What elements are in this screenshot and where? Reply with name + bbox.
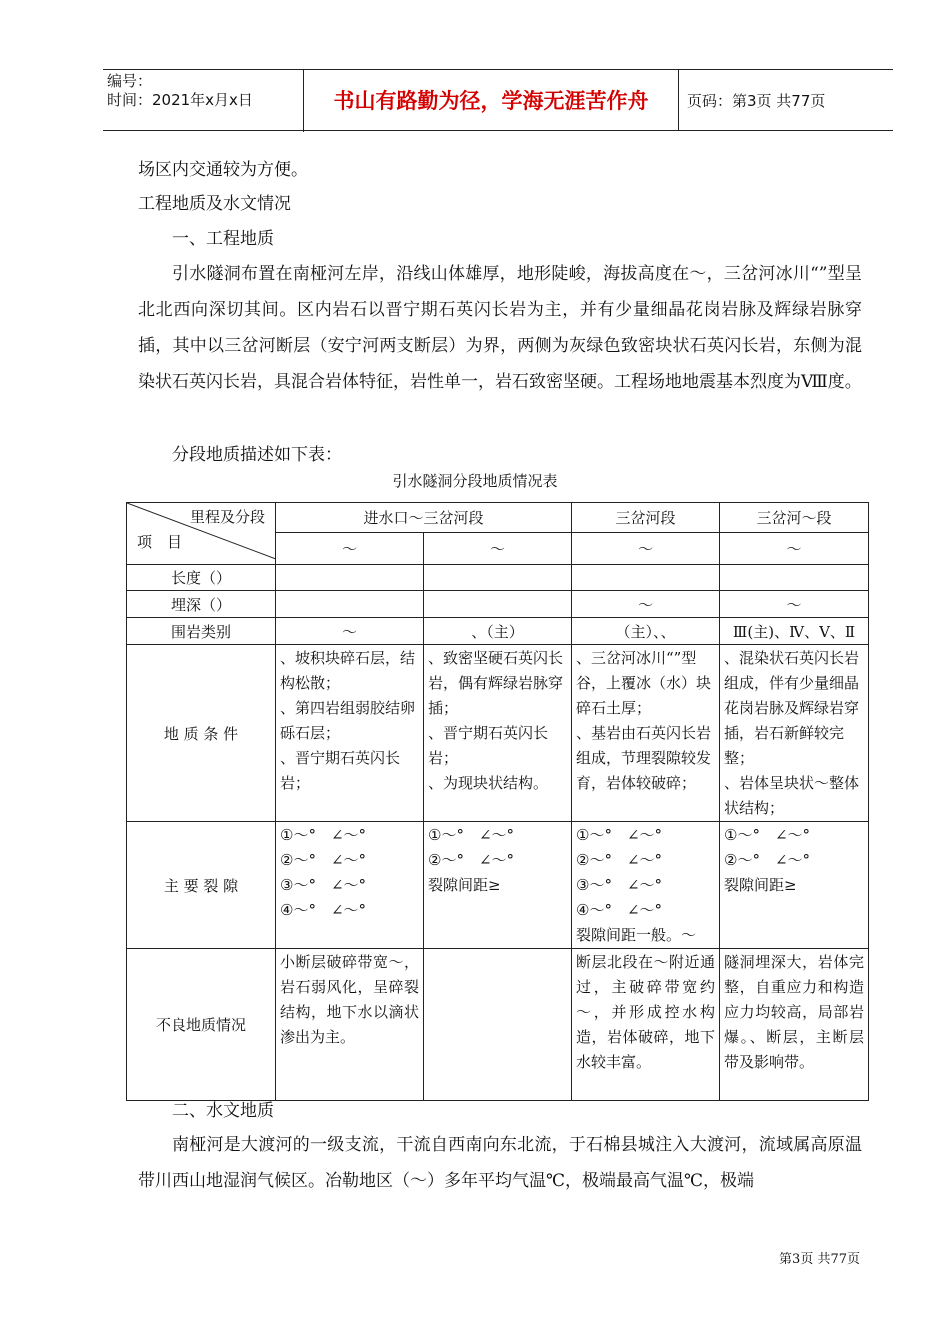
page-footer: 第3页 共77页 xyxy=(779,1252,860,1267)
header-meta xyxy=(103,70,304,132)
table-cell xyxy=(276,591,424,618)
bad-geology-cell: 小断层破碎带宽～，岩石弱风化，呈碎裂结构，地下水以滴状渗出为主。 xyxy=(276,949,424,1101)
rock-class-cell: 、（主） xyxy=(424,618,572,645)
header-motto: 书山有路勤为径，学海无涯苦作舟 xyxy=(304,70,679,130)
subheading-engineering-geology: 一、工程地质 xyxy=(172,229,274,249)
joint-cell: ①～° ∠～° ②～° ∠～° 裂隙间距≥ xyxy=(720,822,869,949)
joint-cell: ①～° ∠～° ②～° ∠～° ③～° ∠～° ④～° ∠～° 裂隙间距一般。～ xyxy=(572,822,720,949)
row-label-depth: 埋深（） xyxy=(127,591,276,618)
segment-range: ～ xyxy=(424,533,572,565)
subheading-hydrogeology: 二、水文地质 xyxy=(172,1101,274,1121)
row-label-bad-geology: 不良地质情况 xyxy=(127,949,276,1101)
bad-geology-cell: 隧洞埋深大，岩体完整，自重应力和构造应力均较高，局部岩爆。、断层，主断层带及影响带。 xyxy=(720,949,869,1101)
page-header xyxy=(103,69,893,131)
geology-cell: 、坡积块碎石层，结构松散； 、第四岩组弱胶结卵砾石层； 、晋宁期石英闪长岩； xyxy=(276,645,424,822)
joint-cell: ①～° ∠～° ②～° ∠～° 裂隙间距≥ xyxy=(424,822,572,949)
table-cell xyxy=(276,565,424,591)
row-label-geology: 地 质 条 件 xyxy=(127,645,276,822)
paragraph-geology: 引水隧洞布置在南桠河左岸，沿线山体雄厚，地形陡峻，海拔高度在～，三岔河冰川“”型呈北北西向深切其间。区内岩石以晋宁期石英闪长岩为主，并有少量细晶花岗岩脉及辉绿岩脉穿插，其中以三岔河断层（安宁河两支断层）为界，两侧为灰绿色致密块状石英闪长岩，东侧为混染状石英闪长岩，具混合岩体特征，岩性单一，岩石致密坚硬。工程场地地震基本烈度为Ⅷ度。 xyxy=(138,264,862,392)
bad-geology-cell: 断层北段在～附近通过，主破碎带宽约～，并形成控水构造，岩体破碎，地下水较丰富。 xyxy=(572,949,720,1101)
geology-table xyxy=(126,502,869,1101)
row-label-length: 长度（） xyxy=(127,565,276,591)
segment-header-1: 进水口～三岔河段 xyxy=(276,503,572,533)
table-cell xyxy=(424,565,572,591)
table-caption: 引水隧洞分段地质情况表 xyxy=(392,472,558,490)
bad-geology-cell xyxy=(424,949,572,1101)
geology-cell: 、混染状石英闪长岩组成，伴有少量细晶花岗岩脉及辉绿岩穿插，岩石新鲜较完整； 、岩体呈块状～整体状结构； xyxy=(720,645,869,822)
row-label-rock-class: 围岩类别 xyxy=(127,618,276,645)
rock-class-cell: （主）、、 xyxy=(572,618,720,645)
row-label-joints: 主 要 裂 隙 xyxy=(127,822,276,949)
segment-header-2: 三岔河段 xyxy=(572,503,720,533)
segment-range: ～ xyxy=(572,533,720,565)
number-label: 编号： xyxy=(107,72,153,90)
paragraph-table-intro: 分段地质描述如下表： xyxy=(172,445,342,465)
segment-range: ～ xyxy=(720,533,869,565)
table-cell xyxy=(424,591,572,618)
depth-cell: ～ xyxy=(572,591,720,618)
table-cell xyxy=(720,565,869,591)
paragraph-traffic: 场区内交通较为方便。 xyxy=(138,160,308,180)
corner-bottom-label: 项 目 xyxy=(137,533,183,551)
rock-class-cell: Ⅲ(主)、Ⅳ、Ⅴ、Ⅱ xyxy=(720,618,869,645)
paragraph-hydrology: 南桠河是大渡河的一级支流，干流自西南向东北流，于石棉县城注入大渡河，流域属高原温带川西山地湿润气候区。冶勒地区（～）多年平均气温℃，极端最高气温℃，极端 xyxy=(138,1135,862,1191)
time-label: 时间：2021年x月x日 xyxy=(107,91,253,109)
table-cell xyxy=(572,565,720,591)
segment-header-3: 三岔河～段 xyxy=(720,503,869,533)
corner-top-label: 里程及分段 xyxy=(189,508,265,526)
header-page-info: 页码：第3页 共77页 xyxy=(687,91,826,110)
segment-range: ～ xyxy=(276,533,424,565)
geology-cell: 、致密坚硬石英闪长岩，偶有辉绿岩脉穿插； 、晋宁期石英闪长岩； 、为现块状结构。 xyxy=(424,645,572,822)
joint-cell: ①～° ∠～° ②～° ∠～° ③～° ∠～° ④～° ∠～° xyxy=(276,822,424,949)
section-heading: 工程地质及水文情况 xyxy=(138,194,291,214)
table-corner-cell xyxy=(127,503,276,565)
depth-cell: ～ xyxy=(720,591,869,618)
geology-cell: 、三岔河冰川“”型谷，上覆冰（水）块碎石土厚； 、基岩由石英闪长岩组成，节理裂隙较发育，岩体较破碎； xyxy=(572,645,720,822)
rock-class-cell: ～ xyxy=(276,618,424,645)
